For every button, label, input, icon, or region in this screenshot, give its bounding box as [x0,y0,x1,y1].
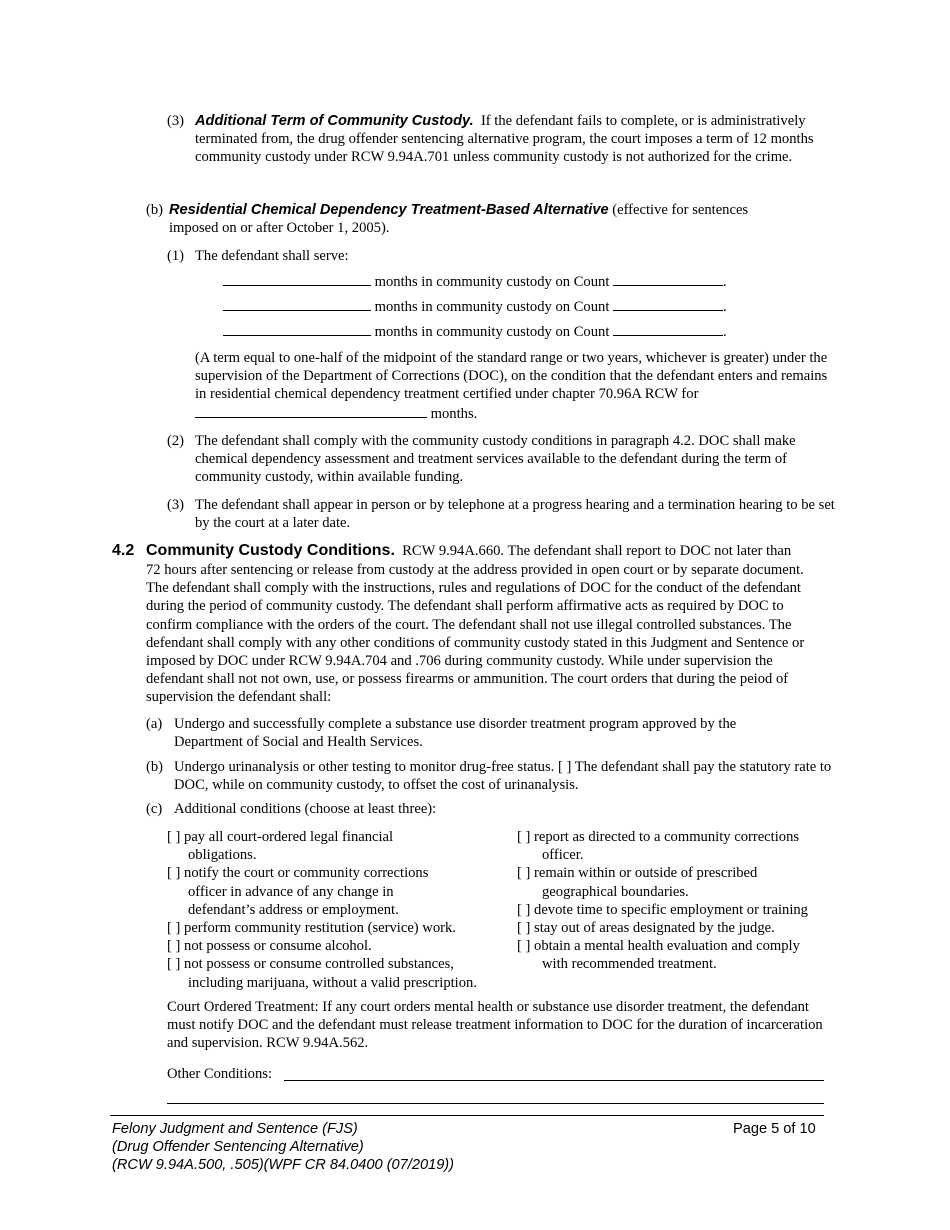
page-number: Page 5 of 10 [733,1121,816,1137]
custody-months-blank-1[interactable] [223,272,371,286]
other-conditions-line-2[interactable] [167,1103,824,1104]
cond-a-number: (a) [146,716,163,732]
condition-restitution-work[interactable]: [ ] perform community restitution (service) work. [167,920,456,937]
cond-a-text: Undergo and successfully complete a substance use disorder treatment program approved by the Department of Social and Health Services. [174,716,737,751]
footer-divider [110,1115,824,1116]
item-b-number: (b) [146,202,164,218]
item-b2-text: The defendant shall comply with the community custody conditions in paragraph 4.2. DOC shall make chemical dependency assessment and treatment services available to the defendant during the term of community custody, within available funding. [195,433,796,486]
other-conditions-line-1[interactable] [284,1080,824,1081]
footer-line-1: Felony Judgment and Sentence (FJS) [112,1121,358,1137]
item-b-title: Residential Chemical Dependency Treatment-Based Alternative [169,202,609,218]
footer-line-2: (Drug Offender Sentencing Alternative) [112,1139,364,1156]
item-a3-body: If the defendant fails to complete, or is administratively terminated from, the drug offender sentencing alternative program, the court imposes a term of 12 months community custody under RCW 9.94A.701 unless community custody is not authorized for the crime. [195,113,814,166]
condition-pay-lfo[interactable]: [ ] pay all court-ordered legal financial obligations. [167,829,394,864]
item-b-body-line2: imposed on or after October 1, 2005). [169,220,390,236]
item-b3-number: (3) [167,497,185,513]
item-b1-number: (1) [167,248,185,264]
custody-row-1-text: months in community custody on Count [374,274,610,290]
section-4-2-body: 72 hours after sentencing or release from custody at the address provided in open court or by separate document. The defendant shall comply with the instructions, rules and regulations of DOC for the conduct of the defendant during the period of community custody. The defendant shall perform affirmative acts as required by DOC to confirm compliance with the orders of the court. The defendant shall not use illegal controlled substances. The defendant shall comply with any other conditions of community custody stated in this Judgment and Sentence or imposed by DOC under RCW 9.94A.704 and .706 during community custody. While under supervision the defendant shall not not own, use, or possess firearms or ammunition. The court orders that during the peiod of supervision the defendant shall: [146,562,805,706]
item-a3-title: Additional Term of Community Custody [195,113,470,129]
custody-months-blank-3[interactable] [223,322,371,336]
condition-stay-out-areas[interactable]: [ ] stay out of areas designated by the judge. [517,920,775,937]
treatment-months-blank[interactable] [195,404,427,418]
term-text: (A term equal to one-half of the midpoint of the standard range or two years, whichever is greater) under the supervision of the Department of Corrections (DOC), on the condition that the defendant enters and remains in residential chemical dependency treatment certified under chapter 70.96A RCW [195,350,828,403]
item-b1-text: The defendant shall serve: [195,248,349,264]
custody-row-3: months in community custody on Count . [223,322,727,341]
cond-c-text: Additional conditions (choose at least three): [174,801,437,817]
condition-boundaries[interactable]: [ ] remain within or outside of prescribed geographical boundaries. [517,865,758,900]
conditions-right-column [517,828,847,974]
term-paragraph [195,349,835,423]
item-b-body-line1: (effective for sentences [612,202,749,218]
condition-employment-training[interactable]: [ ] devote time to specific employment or training [517,901,808,918]
item-b3-text: The defendant shall appear in person or by telephone at a progress hearing and a termination hearing to be set by the court at a later date. [195,497,835,532]
condition-no-controlled-substances[interactable]: [ ] not possess or consume controlled substances, including marijuana, without a valid prescription. [167,956,477,991]
item-b2-number: (2) [167,433,185,449]
court-ordered-treatment: Court Ordered Treatment: If any court orders mental health or substance use disorder treatment, the defendant must notify DOC and the defendant must release treatment information to DOC for the duration of incarceration and supervision. RCW 9.94A.562. [167,999,823,1052]
custody-row-2: months in community custody on Count . [223,297,727,316]
section-4-2-heading: Community Custody Conditions. RCW 9.94A.660. The defendant shall report to DOC not later than [146,542,792,559]
item-b-heading [169,201,849,219]
conditions-left-column [167,828,507,992]
custody-count-blank-2[interactable] [613,297,723,311]
condition-no-alcohol[interactable]: [ ] not possess or consume alcohol. [167,938,372,955]
cond-b-number: (b) [146,759,164,775]
custody-months-blank-2[interactable] [223,297,371,311]
custody-row-1: months in community custody on Count . [223,272,727,291]
term-for-label: for [681,386,699,403]
section-4-2-number: 4.2 [112,542,135,559]
item-a3-paragraph: Additional Term of Community Custody. If the defendant fails to complete, or is administratively terminated from, the drug offender sentencing alternative program, the court imposes a term of 12 months community custody under RCW 9.94A.701 unless community custody is not authorized for the crime. [195,113,814,166]
condition-report-officer[interactable]: [ ] report as directed to a community corrections officer. [517,829,800,864]
cond-c-number: (c) [146,801,163,817]
section-4-2-title: Community Custody Conditions [146,542,391,559]
custody-count-blank-1[interactable] [613,272,723,286]
footer-line-3: (RCW 9.94A.500, .505)(WPF CR 84.0400 (07/2019)) [112,1157,455,1174]
other-conditions-label: Other Conditions: [167,1066,272,1082]
custody-row-2-text: months in community custody on Count [374,299,610,315]
footer-form-title [112,1120,454,1175]
condition-mental-health-eval[interactable]: [ ] obtain a mental health evaluation and comply with recommended treatment. [517,938,800,973]
item-a3-number: (3) [167,113,185,129]
cond-b-text: Undergo urinanalysis or other testing to monitor drug-free status. [ ] The defendant shall pay the statutory rate to DOC, while on community custody, to offset the cost of urinanalysis. [174,759,832,794]
condition-notify-address[interactable]: [ ] notify the court or community corrections officer in advance of any change in defendant’s address or employment. [167,865,429,918]
custody-count-blank-3[interactable] [613,322,723,336]
custody-row-3-text: months in community custody on Count [374,324,610,340]
term-months-label: months. [430,405,478,422]
section-4-2-line1: RCW 9.94A.660. The defendant shall report to DOC not later than [402,543,792,559]
